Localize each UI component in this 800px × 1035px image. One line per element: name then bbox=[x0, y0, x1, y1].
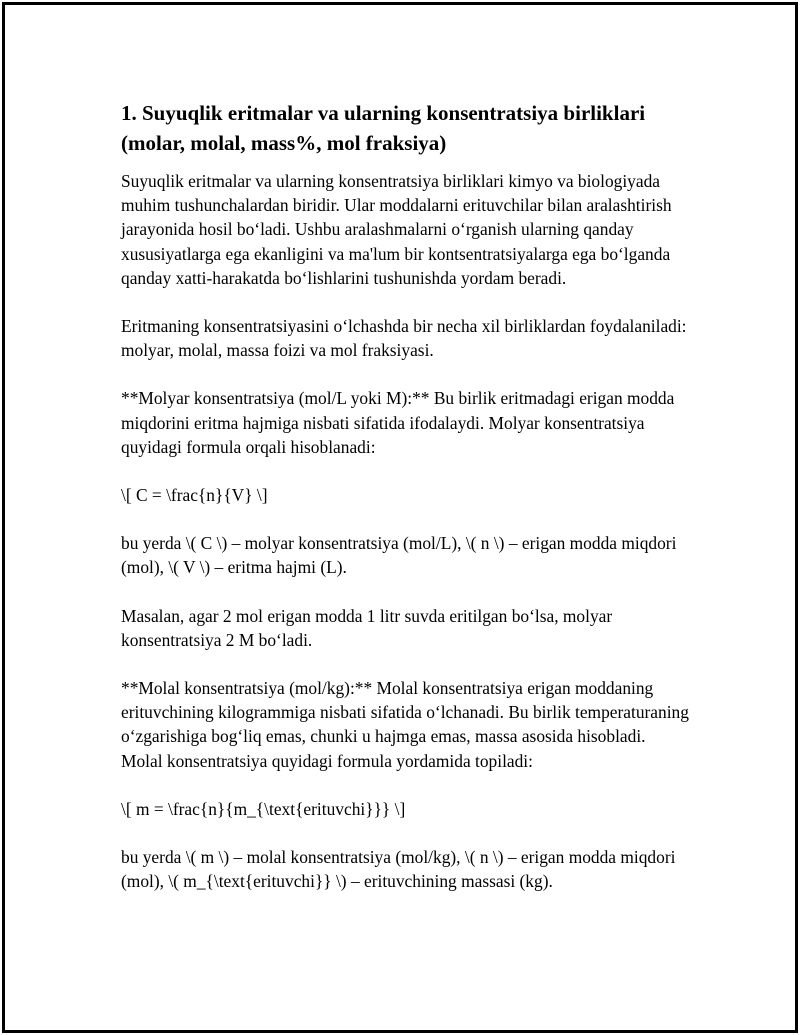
paragraph-molal-definition: **Molal konsentratsiya (mol/kg):** Molal konsentratsiya erigan moddaning erituvchining kilogrammiga nisbati sifatida o‘lchanadi. Bu birlik temperaturaning o‘zgarishiga bog‘liq emas, chunki u hajmga emas, massa asosida hisobladi. Molal konsentratsiya quyidagi formula yordamida topiladi: bbox=[121, 678, 689, 771]
paragraph-intro: Suyuqlik eritmalar va ularning konsentratsiya birliklari kimyo va biologiyada muhim tushunchalardan biridir. Ular moddalarni erituvchilar bilan aralashtirish jarayonida hosil bo‘ladi. Ushbu aralashmalarni o‘rganish ularning qanday xususiyatlarga ega ekanligini va ma'lum bir kontsentratsiyalarga ega bo‘lganda qanday xatti-harakatda bo‘lishlarini tushunishda yordam beradi. bbox=[121, 171, 672, 288]
formula-molar: \[ C = \frac{n}{V} \] bbox=[121, 485, 268, 506]
paragraph-molar-definition: **Molyar konsentratsiya (mol/L yoki M):** Bu birlik eritmadagi erigan modda miqdorini eritma hajmiga nisbati sifatida ifodalaydi. Molyar konsentratsiya quyidagi formula orqali hisoblanadi: bbox=[121, 388, 675, 457]
page-frame bbox=[2, 2, 798, 1033]
paragraph-units: Eritmaning konsentratsiyasini o‘lchashda bir necha xil birliklardan foydalaniladi: molyar, molal, massa foizi va mol fraksiyasi. bbox=[121, 316, 687, 361]
document-body bbox=[121, 98, 691, 917]
document-title: 1. Suyuqlik eritmalar va ularning konsentratsiya birliklari (molar, molal, mass%, mol fraksiya) bbox=[121, 101, 646, 155]
formula-molal: \[ m = \frac{n}{m_{\text{erituvchi}}} \] bbox=[121, 798, 406, 819]
paragraph-molal-legend: bu yerda \( m \) – molal konsentratsiya (mol/kg), \( n \) – erigan modda miqdori (mol), \( m_{\text{erituvchi}} \) – erituvchining massasi (kg). bbox=[121, 847, 676, 892]
paragraph-molar-legend: bu yerda \( C \) – molyar konsentratsiya (mol/L), \( n \) – erigan modda miqdori (mol), \( V \) – eritma hajmi (L). bbox=[121, 533, 677, 578]
paragraph-molar-example: Masalan, agar 2 mol erigan modda 1 litr suvda eritilgan bo‘lsa, molyar konsentratsiya 2 M bo‘ladi. bbox=[121, 605, 613, 650]
